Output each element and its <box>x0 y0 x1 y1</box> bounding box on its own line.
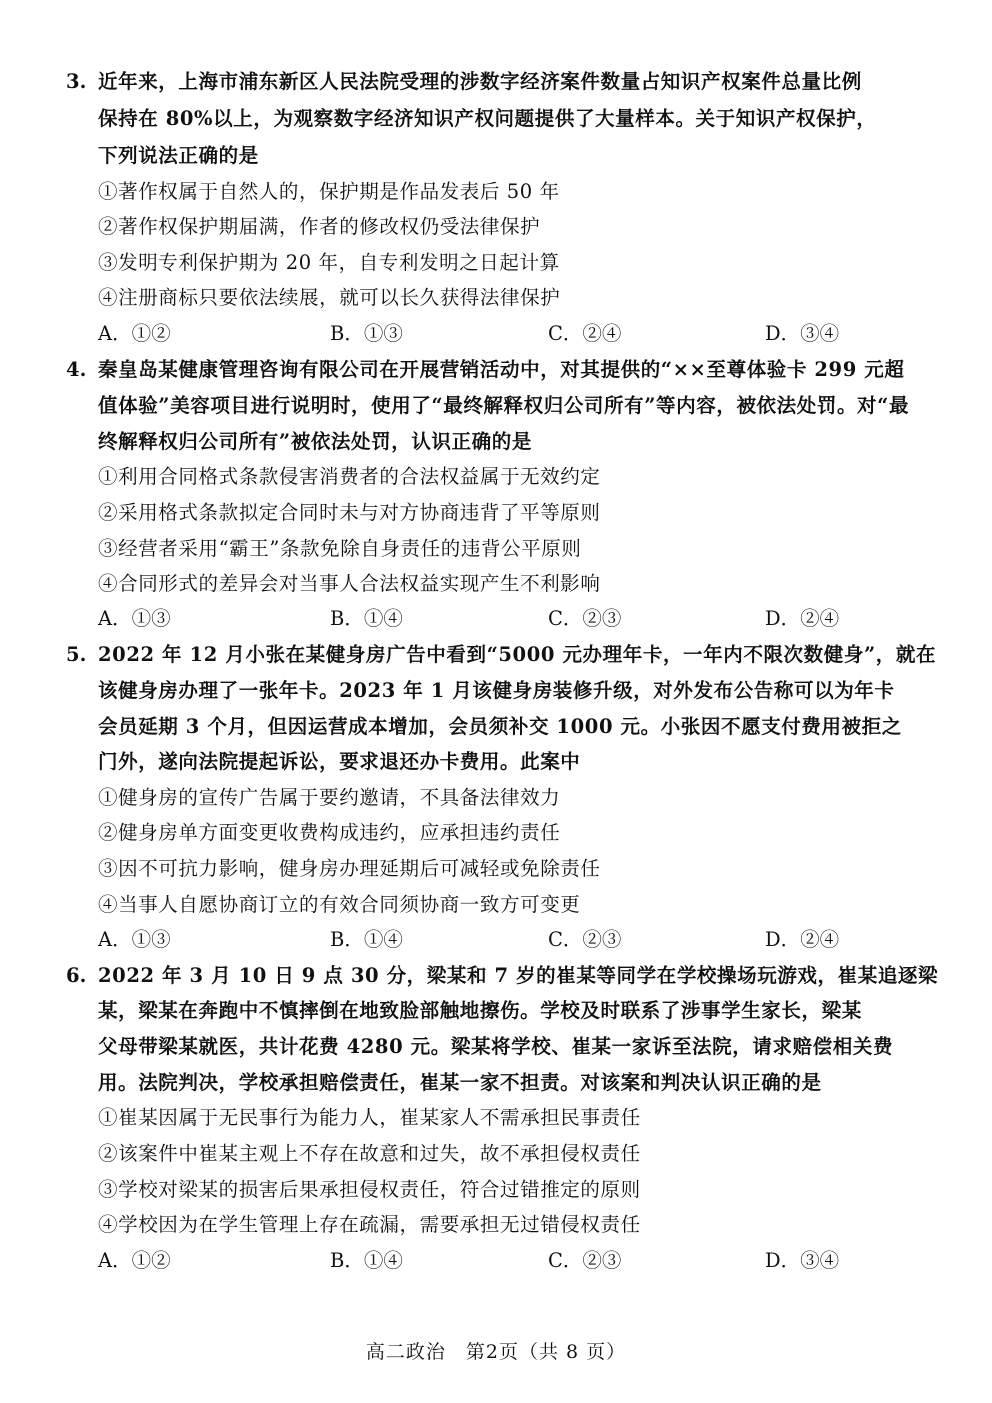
page-footer: 高二政治 第2页（共 8 页） <box>365 1341 627 1363</box>
choice-d: D．②④ <box>765 607 840 630</box>
statement-item: ②健身房单方面变更收费构成违约，应承担违约责任 <box>98 821 561 844</box>
statement-item: ③学校对梁某的损害后果承担侵权责任，符合过错推定的原则 <box>98 1178 641 1201</box>
statement-item: ③发明专利保护期为 20 年，自专利发明之日起计算 <box>98 251 560 274</box>
choice-c: C．②④ <box>548 322 622 345</box>
question-stem-line: 终解释权归公司所有”被依法处罚，认识正确的是 <box>98 430 532 453</box>
statement-item: ④注册商标只要依法续展，就可以长久获得法律保护 <box>98 286 561 309</box>
question-stem-line: 父母带梁某就医，共计花费 4280 元。梁某将学校、崔某一家诉至法院，请求赔偿相关费 <box>98 1035 894 1058</box>
choice-b: B．①④ <box>330 928 403 951</box>
statement-item: ③经营者采用“霸王”条款免除自身责任的违背公平原则 <box>98 537 582 560</box>
question-number: 6. <box>66 964 87 987</box>
statement-item: ①利用合同格式条款侵害消费者的合法权益属于无效约定 <box>98 465 601 488</box>
statement-item: ④合同形式的差异会对当事人合法权益实现产生不利影响 <box>98 572 601 595</box>
statement-item: ④学校因为在学生管理上存在疏漏，需要承担无过错侵权责任 <box>98 1213 641 1236</box>
statement-item: ①健身房的宣传广告属于要约邀请，不具备法律效力 <box>98 786 561 809</box>
choice-a: A．①② <box>98 1249 171 1272</box>
choice-a: A．①③ <box>98 607 171 630</box>
question-stem-line: 门外，遂向法院提起诉讼，要求退还办卡费用。此案中 <box>98 750 581 773</box>
question-number: 3. <box>66 70 87 93</box>
choice-a: A．①③ <box>98 928 171 951</box>
choice-a: A．①② <box>98 322 171 345</box>
statement-item: ②著作权保护期届满，作者的修改权仍受法律保护 <box>98 215 541 238</box>
choice-d: D．③④ <box>765 1249 840 1272</box>
statement-item: ①著作权属于自然人的，保护期是作品发表后 50 年 <box>98 180 560 203</box>
statement-item: ②该案件中崔某主观上不存在故意和过失，故不承担侵权责任 <box>98 1142 641 1165</box>
choice-b: B．①④ <box>330 607 403 630</box>
question-stem-line: 值体验”美容项目进行说明时，使用了“最终解释权归公司所有”等内容，被依法处罚。对“最 <box>98 394 910 417</box>
choice-b: B．①③ <box>330 322 403 345</box>
choice-b: B．①④ <box>330 1249 403 1272</box>
statement-item: ④当事人自愿协商订立的有效合同须协商一致方可变更 <box>98 893 581 916</box>
statement-item: ②采用格式条款拟定合同时未与对方协商违背了平等原则 <box>98 501 601 524</box>
statement-item: ③因不可抗力影响，健身房办理延期后可减轻或免除责任 <box>98 857 601 880</box>
question-stem-line: 2022 年 12 月小张在某健身房广告中看到“5000 元办理年卡，一年内不限次数健身”，就在 <box>98 643 937 666</box>
question-stem-line: 会员延期 3 个月，但因运营成本增加，会员须补交 1000 元。小张因不愿支付费用被拒之 <box>98 715 902 738</box>
choice-c: C．②③ <box>548 607 622 630</box>
question-stem-line: 秦皇岛某健康管理咨询有限公司在开展营销活动中，对其提供的“××至尊体验卡 299 元超 <box>98 358 905 381</box>
statement-item: ①崔某因属于无民事行为能力人，崔某家人不需承担民事责任 <box>98 1106 641 1129</box>
question-stem-line: 该健身房办理了一张年卡。2023 年 1 月该健身房装修升级，对外发布公告称可以为年卡 <box>98 679 895 702</box>
question-stem-line: 下列说法正确的是 <box>98 144 259 167</box>
question-stem-line: 保持在 80%以上，为观察数字经济知识产权问题提供了大量样本。关于知识产权保护， <box>98 107 877 130</box>
question-stem-line: 用。法院判决，学校承担赔偿责任，崔某一家不担责。对该案和判决认识正确的是 <box>98 1071 822 1094</box>
choice-d: D．③④ <box>765 322 840 345</box>
choice-c: C．②③ <box>548 928 622 951</box>
choice-d: D．②④ <box>765 928 840 951</box>
question-stem-line: 某，梁某在奔跑中不慎摔倒在地致脸部触地擦伤。学校及时联系了涉事学生家长，梁某 <box>98 999 862 1022</box>
choice-c: C．②③ <box>548 1249 622 1272</box>
question-stem-line: 2022 年 3 月 10 日 9 点 30 分，梁某和 7 岁的崔某等同学在学校操场玩游戏，崔某追逐梁 <box>98 964 939 987</box>
question-number: 4. <box>66 358 87 381</box>
question-stem-line: 近年来，上海市浦东新区人民法院受理的涉数字经济案件数量占知识产权案件总量比例 <box>98 70 862 93</box>
question-number: 5. <box>66 643 87 666</box>
